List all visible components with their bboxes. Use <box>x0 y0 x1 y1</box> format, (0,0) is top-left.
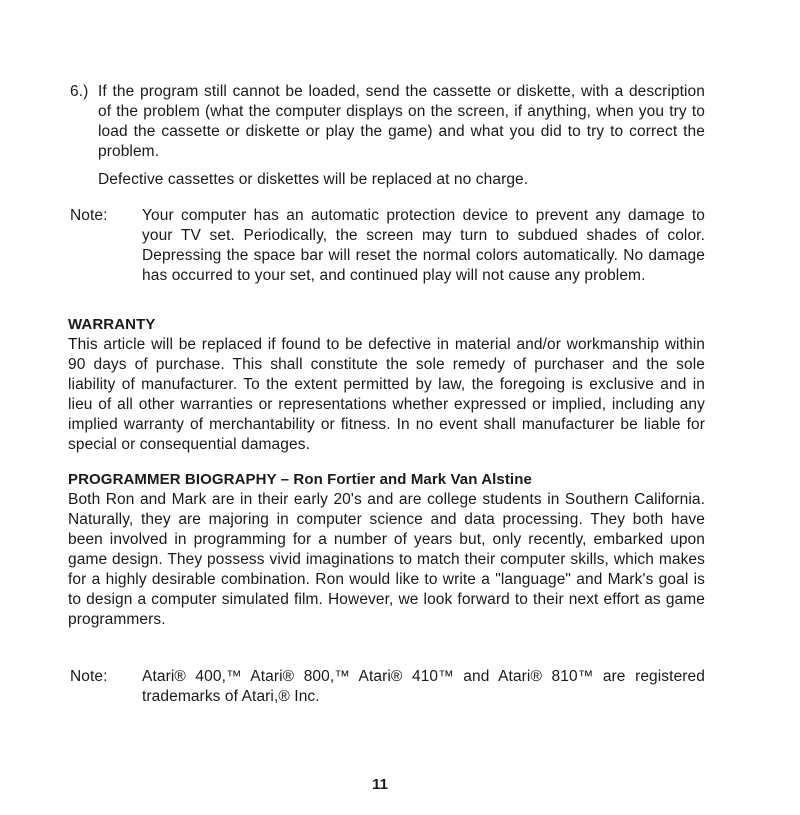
troubleshooting-step-6 <box>70 82 705 162</box>
note-label: Note: <box>70 207 108 224</box>
page-number: 11 <box>372 776 388 793</box>
step-number: 6.) <box>70 83 89 100</box>
biography-text: Both Ron and Mark are in their early 20's and are college students in Southern California. Naturally, they are majoring in computer science and data processing. They both have been involved in programming for a number of years but, only recently, embarked upon game design. They possess vivid imaginations to match their computer skills, which makes for a highly desirable combination. Ron would like to write a "language" and Mark's goal is to design a computer simulated film. However, we look forward to their next effort as game programmers. <box>68 491 705 628</box>
protection-note <box>70 206 705 286</box>
trademark-note <box>70 667 705 707</box>
note-text: Your computer has an automatic protection device to prevent any damage to your TV set. Periodically, the screen may turn to subdued shades of color. Depressing the space bar will reset the normal colors automatically. No damage has occurred to your set, and continued play will not cause any problem. <box>142 207 705 284</box>
note-label: Note: <box>70 668 108 685</box>
warranty-heading: WARRANTY <box>68 316 156 333</box>
step-6-text: If the program still cannot be loaded, send the cassette or diskette, with a description of the problem (what the computer displays on the screen, if anything, when you try to load the cassette or diskette or play the game) and what you did to try to correct the problem. <box>98 83 705 160</box>
biography-heading: PROGRAMMER BIOGRAPHY – Ron Fortier and Mark Van Alstine <box>68 471 532 488</box>
note-text: Atari® 400,™ Atari® 800,™ Atari® 410™ and Atari® 810™ are registered trademarks of Atari,® Inc. <box>142 668 705 705</box>
warranty-text: This article will be replaced if found to be defective in material and/or workmanship within 90 days of purchase. This shall constitute the sole remedy of purchaser and the sole liability of manufacturer. To the extent permitted by law, the foregoing is exclusive and in lieu of all other warranties or representations whether expressed or implied, including any implied warranty of merchantability or fitness. In no event shall manufacturer be liable for special or consequential damages. <box>68 336 705 453</box>
defective-replacement-note: Defective cassettes or diskettes will be replaced at no charge. <box>98 171 529 188</box>
